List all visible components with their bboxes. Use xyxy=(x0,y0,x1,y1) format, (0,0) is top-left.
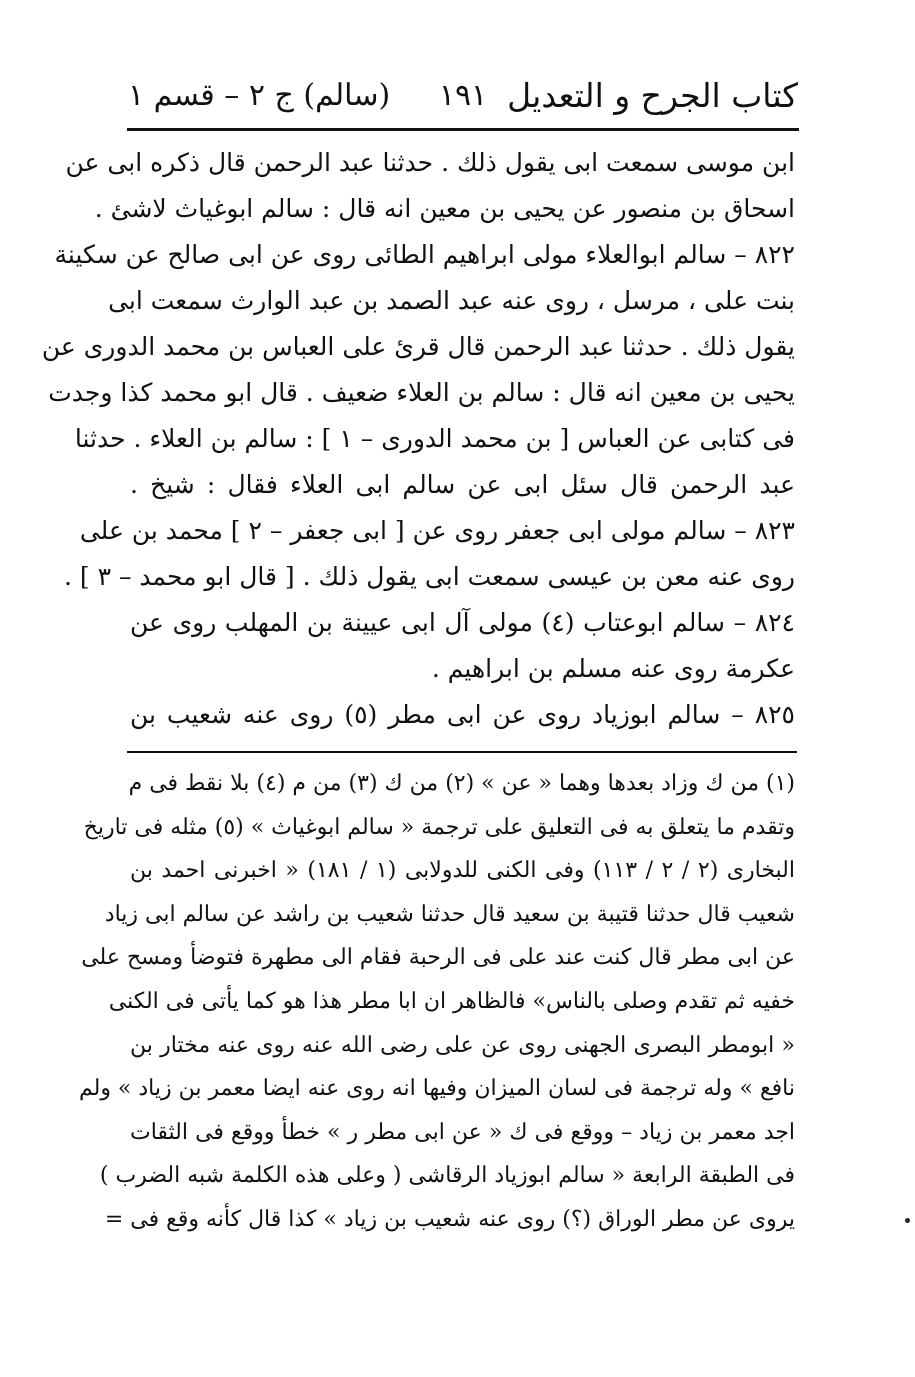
text-line: عكرمة روى عنه مسلم بن ابراهيم . xyxy=(431,654,795,683)
footnote-line: اجد معمر بن زياد – ووقع فى ك « عن ابى مطر ر » خطأ ووقع فى الثقات xyxy=(130,1119,795,1145)
header-rule xyxy=(127,128,799,131)
footnote-line: فى الطبقة الرابعة « سالم ابوزياد الرقاشى ( وعلى هذه الكلمة شبه الضرب ) xyxy=(99,1163,795,1189)
text-line: روى عنه معن بن عيسى سمعت ابى يقول ذلك . [ قال ابو محمد – ٣ ] . xyxy=(64,562,795,591)
footnote-line: البخارى (٢ / ٢ / ١١٣) وفى الكنى للدولابى (١ / ١٨١) « اخبرنى احمد بن xyxy=(130,858,796,884)
footnote-line: خفيه ثم تقدم وصلى بالناس» فالظاهر ان ابا مطر هذا هو كما يأتى فى الكنى xyxy=(108,988,795,1014)
book-title: كتاب الجرح و التعديل xyxy=(507,76,798,115)
volume-label: (سالم) ج ٢ – قسم ١ xyxy=(128,78,391,113)
entry-823: ٨٢٣ – سالم مولى ابى جعفر روى عن [ ابى جعفر – ٢ ] محمد بن على xyxy=(79,516,795,545)
text-line: فى كتابى عن العباس [ بن محمد الدورى – ١ ] : سالم بن العلاء . حدثنا xyxy=(74,424,795,453)
footnote-line: نافع » وله ترجمة فى لسان الميزان وفيها انه روى عنه ايضا معمر بن زياد » ولم xyxy=(78,1076,795,1102)
text-line: اسحاق بن منصور عن يحيى بن معين انه قال : سالم ابوغياث لاشئ . xyxy=(94,194,795,223)
entry-824: ٨٢٤ – سالم ابوعتاب (٤) مولى آل ابى عيينة بن المهلب روى عن xyxy=(130,608,795,637)
footnote-line: يروى عن مطر الوراق (؟) روى عنه شعيب بن زياد » كذا قال كأنه وقع فى = xyxy=(104,1206,795,1232)
entry-825: ٨٢٥ – سالم ابوزياد روى عن ابى مطر (٥) روى عنه شعيب بن xyxy=(130,700,795,729)
footnote-line: وتقدم ما يتعلق به فى التعليق على ترجمة « سالم ابوغياث » (٥) مثله فى تاريخ xyxy=(83,814,795,840)
main-text xyxy=(41,140,795,738)
text-line: ابن موسى سمعت ابى يقول ذلك . حدثنا عبد الرحمن قال ذكره ابى عن xyxy=(65,148,795,177)
entry-822: ٨٢٢ – سالم ابوالعلاء مولى ابراهيم الطائى روى عن ابى صالح عن سكينة xyxy=(54,240,795,269)
text-line: يقول ذلك . حدثنا عبد الرحمن قال قرئ على العباس بن محمد الدورى عن xyxy=(41,332,795,361)
page-number: ١٩١ xyxy=(438,78,488,113)
text-line: عبد الرحمن قال سئل ابى عن سالم ابى العلاء فقال : شيخ . xyxy=(130,470,795,499)
footnote-line: (١) من ك وزاد بعدها وهما « عن » (٢) من ك (٣) من م (٤) بلا نقط فى م xyxy=(128,771,795,796)
text-line: بنت على ، مرسل ، روى عنه عبد الصمد بن عبد الوارث سمعت ابى xyxy=(108,286,795,315)
margin-speck xyxy=(905,1218,910,1223)
running-header xyxy=(128,70,798,126)
footnote-line: شعيب قال حدثنا قتيبة بن سعيد قال حدثنا شعيب بن راشد عن سالم ابى زياد xyxy=(104,901,795,927)
text-line: يحيى بن معين انه قال : سالم بن العلاء ضعيف . قال ابو محمد كذا وجدت xyxy=(48,378,795,407)
footnote-line: « ابومطر البصرى الجهنى روى عن على رضى الله عنه روى عنه مختار بن xyxy=(130,1032,795,1058)
footnote-line: عن ابى مطر قال كنت عند على فى الرحبة فقام الى مطهرة فتوضأ ومسح على xyxy=(81,945,795,971)
footnote-rule xyxy=(127,751,797,753)
footnotes xyxy=(78,762,796,1242)
